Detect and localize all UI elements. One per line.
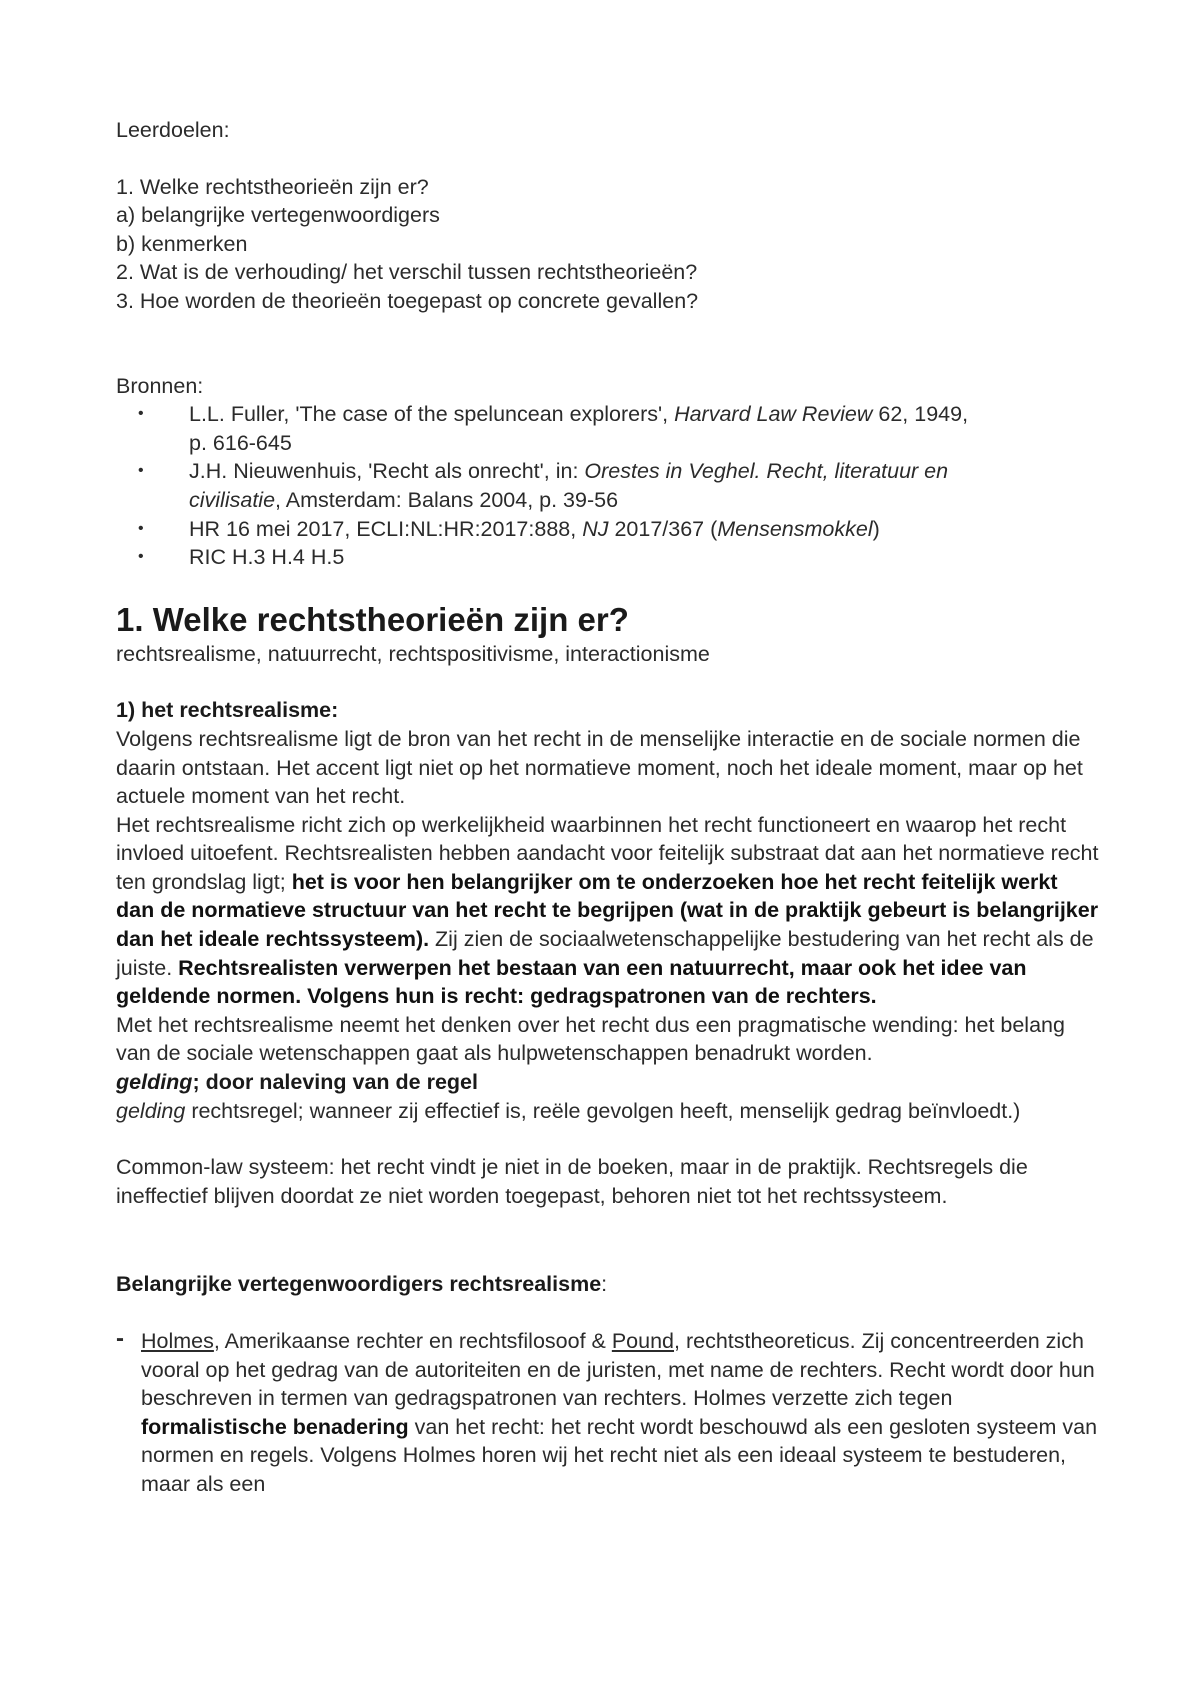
bron-item: • RIC H.3 H.4 H.5: [116, 543, 1100, 572]
paragraph: Common-law systeem: het recht vindt je niet in de boeken, maar in de praktijk. Rechtsregels die ineffectief blijven doordat ze niet worden toegepast, behoren niet tot het rechtssysteem.: [116, 1155, 1028, 1208]
paragraph: gelding rechtsregel; wanneer zij effectief is, reële gevolgen heeft, menselijk gedrag beïnvloedt.): [116, 1098, 1021, 1123]
subsection-heading: 1) het rechtsrealisme:: [116, 698, 339, 723]
paragraph: gelding; door naleving van de regel: [116, 1070, 478, 1095]
bullet-icon: •: [138, 405, 144, 423]
representatives-list: [116, 1327, 1100, 1499]
leerdoel-item: 3. Hoe worden de theorieën toegepast op concrete gevallen?: [116, 288, 699, 313]
paragraph: Met het rechtsrealisme neemt het denken over het recht dus een pragmatische wending: het belang van de sociale wetenschappen gaat als hulpwetenschappen benadrukt worden.: [116, 1012, 1065, 1066]
bronnen-heading: Bronnen:: [116, 373, 204, 398]
bron-item: • J.H. Nieuwenhuis, 'Recht als onrecht', in: Orestes in Veghel. Recht, literatuur en civilisatie, Amsterdam: Balans 2004, p. 39-56: [138, 459, 949, 512]
list-item: - Holmes, Amerikaanse rechter en rechtsfilosoof & Pound, rechtstheoreticus. Zij concentreerden zich vooral op het gedrag van de autoriteiten en de juristen, met name de rechters. Recht wordt door hun beschreven in termen van gedragspatronen van rechters. Holmes verzette zich tegen formalistische benadering van het recht: het recht wordt beschouwd als een gesloten systeem van normen en regels. Volgens Holmes horen wij het recht niet als een ideaal systeem te bestuderen, maar als een: [116, 1325, 1098, 1496]
paragraph: Volgens rechtsrealisme ligt de bron van het recht in de menselijke interactie en de sociale normen die daarin ontstaan. Het accent ligt niet op het normatieve moment, noch het ideale moment, maar op het actuele moment van het recht.: [116, 726, 1083, 809]
leerdoel-item: 2. Wat is de verhouding/ het verschil tussen rechtstheorieën?: [116, 260, 698, 285]
bullet-icon: •: [138, 548, 144, 566]
section-title: 1. Welke rechtstheorieën zijn er?: [116, 600, 629, 638]
leerdoelen-heading: Leerdoelen:: [116, 118, 230, 142]
bullet-icon: •: [138, 519, 144, 537]
bron-item: • HR 16 mei 2017, ECLI:NL:HR:2017:888, NJ 2017/367 (Mensensmokkel): [116, 515, 1100, 544]
leerdoel-item: 1. Welke rechtstheorieën zijn er?: [116, 174, 429, 199]
representatives-heading: Belangrijke vertegenwoordigers rechtsrealisme:: [116, 1272, 608, 1297]
bronnen-list: [116, 400, 1100, 572]
bron-item: • L.L. Fuller, 'The case of the speluncean explorers', Harvard Law Review 62, 1949, p. 616-645: [138, 402, 969, 455]
leerdoel-item: b) kenmerken: [116, 231, 248, 256]
leerdoel-item: a) belangrijke vertegenwoordigers: [116, 203, 440, 228]
paragraph: Het rechtsrealisme richt zich op werkelijkheid waarbinnen het recht functioneert en waarop het recht invloed uitoefent. Rechtsrealisten hebben aandacht voor feitelijk substraat dat aan het normatieve recht ten grondslag ligt; het is voor hen belangrijker om te onderzoeken hoe het recht feitelijk werkt dan de normatieve structuur van het recht te begrijpen (wat in de praktijk gebeurt is belangrijker dan het ideale rechtssysteem). Zij zien de sociaalwetenschappelijke bestudering van het recht als de juiste. Rechtsrealisten verwerpen het bestaan van een natuurrecht, maar ook het idee van geldende normen. Volgens hun is recht: gedragspatronen van de rechters.: [116, 812, 1099, 1009]
bullet-icon: •: [138, 462, 144, 480]
dash-icon: -: [116, 1325, 124, 1352]
section-subtitle: rechtsrealisme, natuurrecht, rechtspositivisme, interactionisme: [116, 641, 710, 666]
